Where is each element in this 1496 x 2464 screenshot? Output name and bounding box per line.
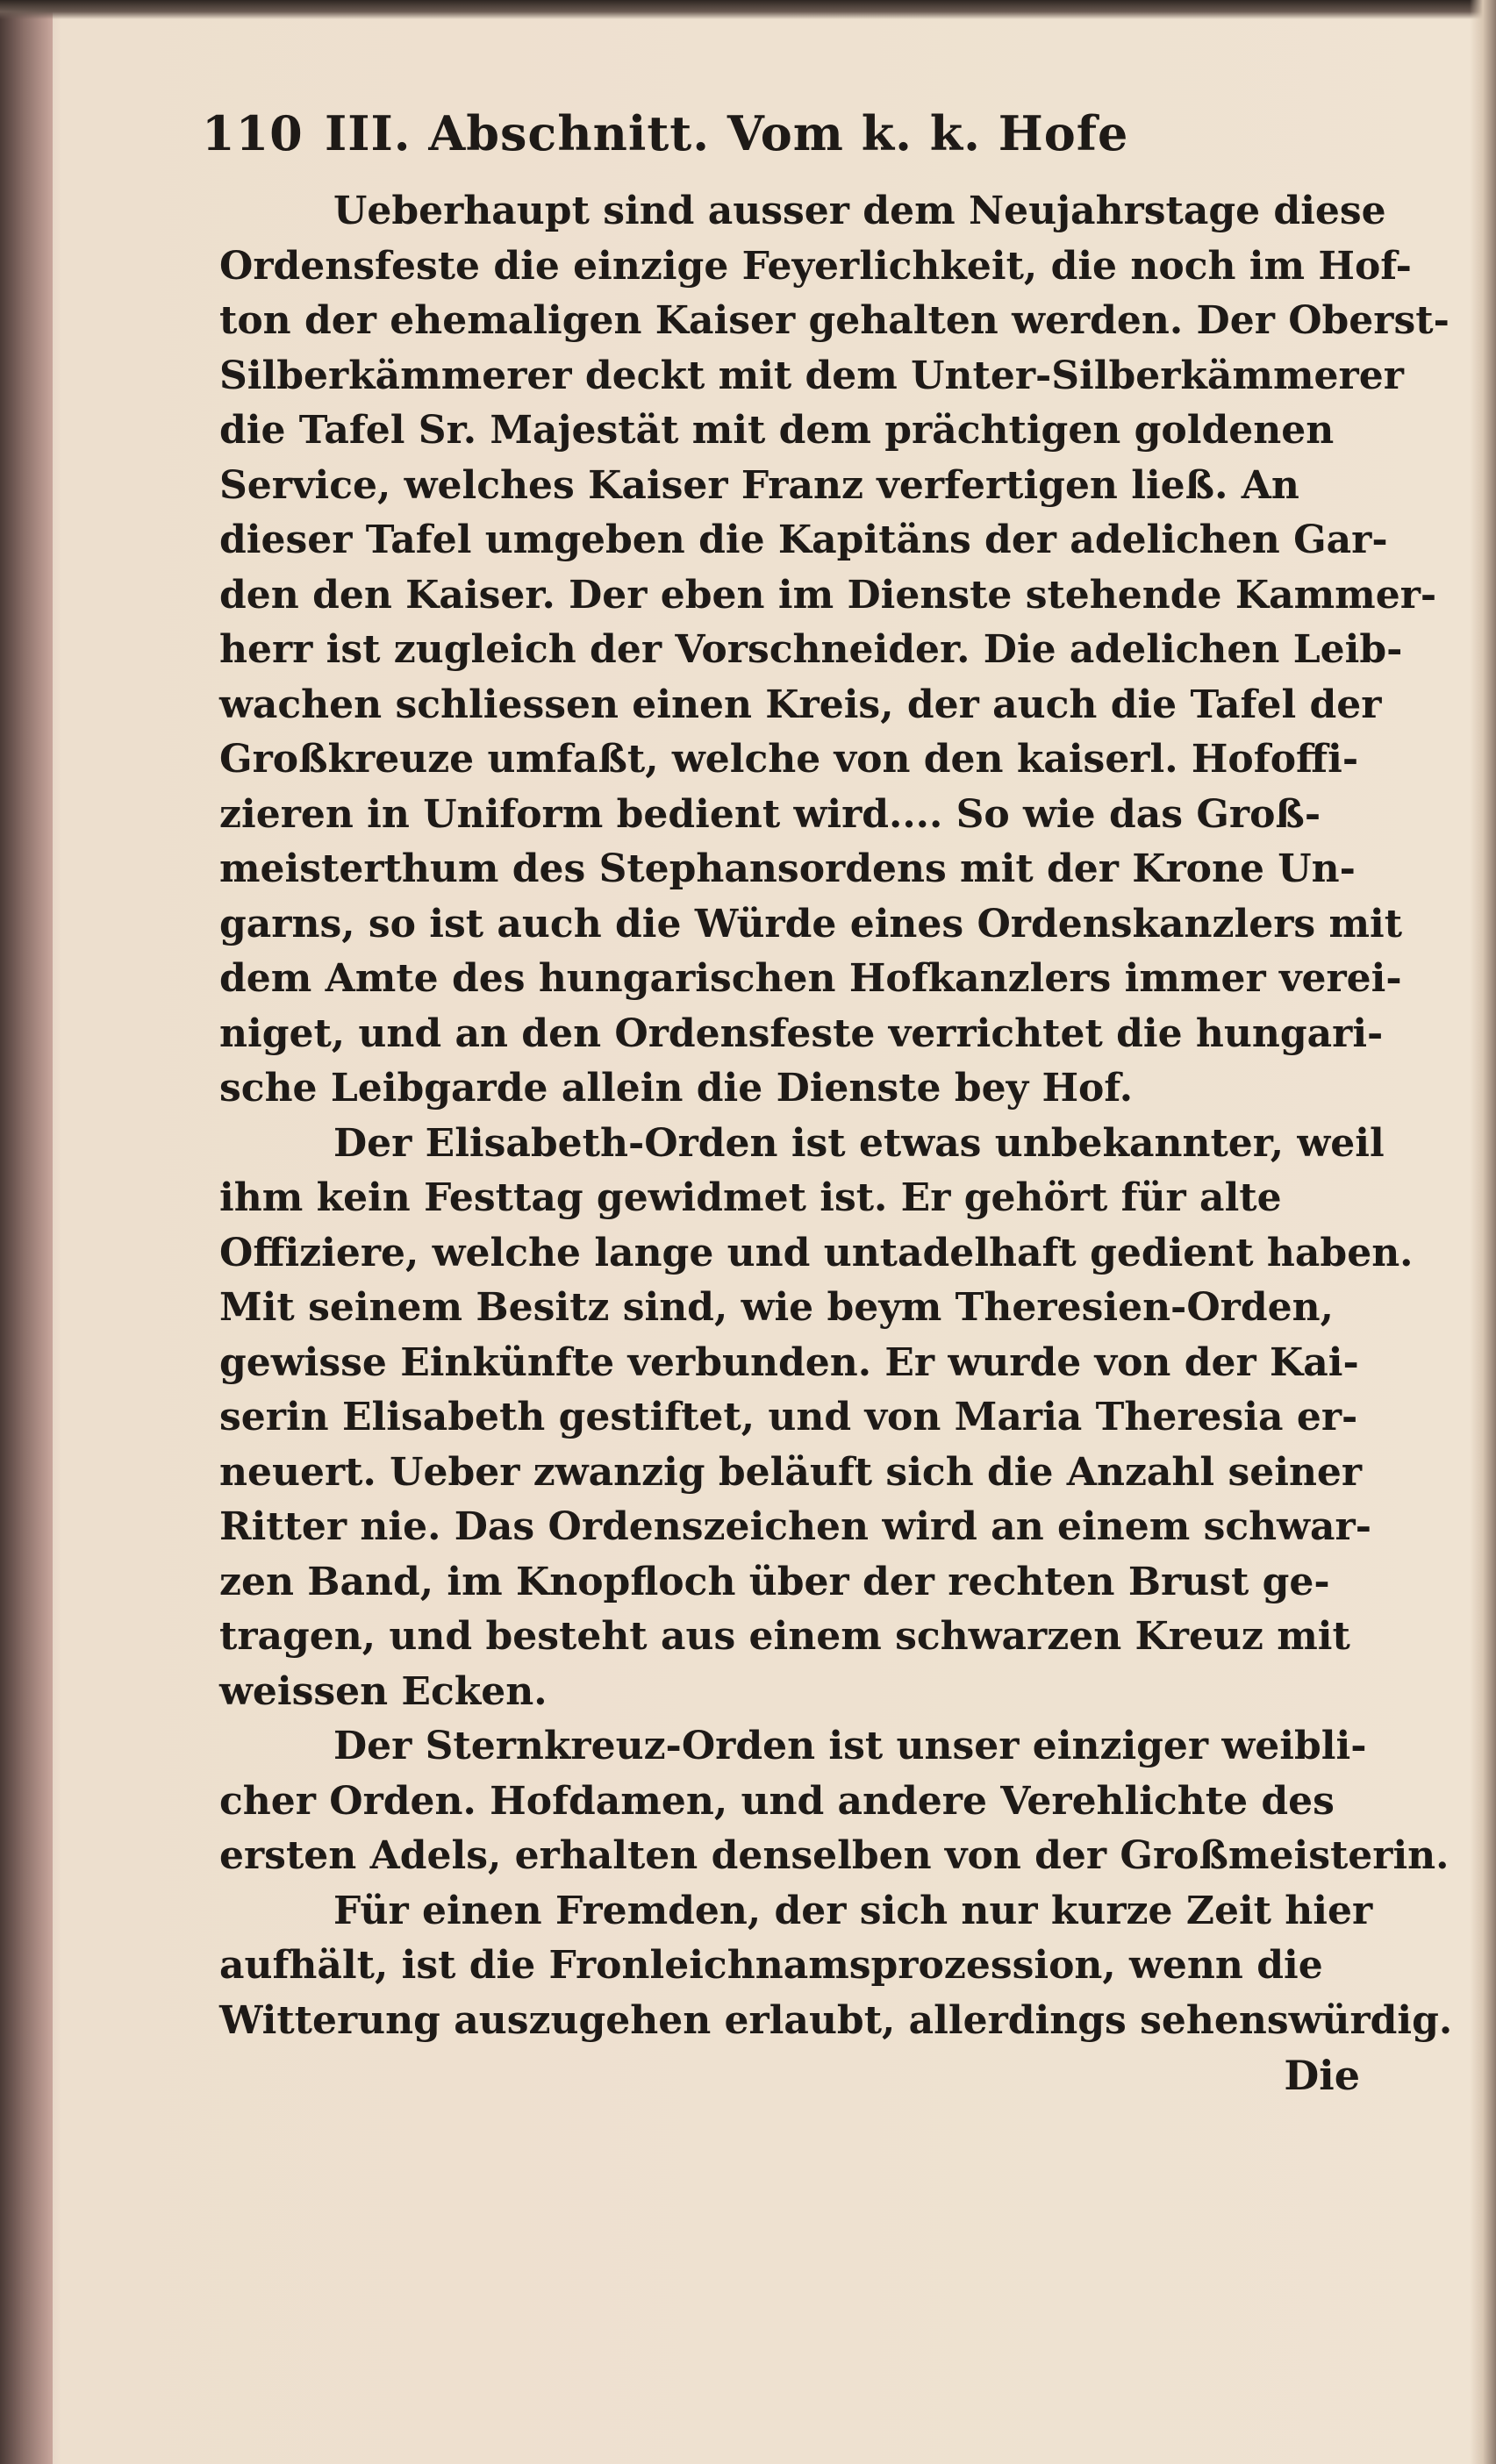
- text-line: ton der ehemaligen Kaiser gehalten werden. Der Oberst-: [219, 298, 1449, 343]
- text-line: Großkreuze umfaßt, welche von den kaiserl. Hofoffi-: [219, 737, 1359, 782]
- text-line: tragen, und besteht aus einem schwarzen Kreuz mit: [219, 1614, 1350, 1659]
- text-line: Service, welches Kaiser Franz verfertigen ließ. An: [219, 462, 1299, 508]
- text-line: neuert. Ueber zwanzig beläuft sich die Anzahl seiner: [219, 1449, 1363, 1495]
- text-line: Mit seinem Besitz sind, wie beym Theresien-Orden,: [219, 1285, 1334, 1330]
- paragraph: [219, 1719, 1449, 1884]
- text-line: Ritter nie. Das Ordenszeichen wird an einem schwar-: [219, 1504, 1371, 1549]
- text-line: zen Band, im Knopfloch über der rechten Brust ge-: [219, 1559, 1330, 1604]
- text-line: aufhält, ist die Fronleichnamsprozession, wenn die: [219, 1943, 1323, 1988]
- text-line: niget, und an den Ordensfeste verrichtet die hungari-: [219, 1011, 1384, 1056]
- text-line: Der Elisabeth-Orden ist etwas unbekannter, weil: [333, 1120, 1385, 1166]
- text-line: Witterung auszugehen erlaubt, allerdings sehenswürdig.: [219, 1997, 1453, 2043]
- text-line: gewisse Einkünfte verbunden. Er wurde von der Kai-: [219, 1339, 1359, 1385]
- text-line: Silberkämmerer deckt mit dem Unter-Silberkämmerer: [219, 353, 1404, 398]
- text-line: dem Amte des hungarischen Hofkanzlers immer verei-: [219, 956, 1402, 1001]
- text-line: Für einen Fremden, der sich nur kurze Zeit hier: [333, 1888, 1373, 1933]
- body-text: [219, 184, 1453, 2048]
- text-line: zieren in Uniform bedient wird.... So wie das Groß-: [219, 791, 1321, 837]
- text-line: Offiziere, welche lange und untadelhaft gedient haben.: [219, 1230, 1414, 1275]
- top-page-edge: [0, 0, 1496, 19]
- text-line: sche Leibgarde allein die Dienste bey Hof.: [219, 1066, 1134, 1111]
- right-page-edge: [1470, 0, 1496, 2464]
- text-line: den den Kaiser. Der eben im Dienste stehende Kammer-: [219, 572, 1437, 618]
- text-line: wachen schliessen einen Kreis, der auch die Tafel der: [219, 682, 1382, 727]
- page-number: 110: [202, 105, 304, 161]
- paragraph: [219, 1884, 1453, 2049]
- text-line: dieser Tafel umgeben die Kapitäns der adelichen Gar-: [219, 518, 1388, 562]
- text-line: serin Elisabeth gestiftet, und von Maria Theresia er-: [219, 1395, 1358, 1439]
- text-line: cher Orden. Hofdamen, und andere Verehlichte des: [219, 1778, 1335, 1824]
- running-header: [202, 105, 1360, 184]
- text-line: Ueberhaupt sind ausser dem Neujahrstage diese: [333, 189, 1386, 233]
- text-line: ersten Adels, erhalten denselben von der Großmeisterin.: [219, 1833, 1449, 1878]
- paragraph: [219, 184, 1449, 1117]
- catchword: Die: [1284, 2052, 1360, 2099]
- page-content: [202, 105, 1453, 2099]
- paragraph: [219, 1117, 1414, 1720]
- text-line: herr ist zugleich der Vorschneider. Die adelichen Leib-: [219, 627, 1403, 672]
- text-line: die Tafel Sr. Majestät mit dem prächtigen goldenen: [219, 408, 1335, 453]
- text-line: meisterthum des Stephansordens mit der Krone Un-: [219, 846, 1356, 891]
- text-line: Der Sternkreuz-Orden ist unser einziger weibli-: [333, 1724, 1367, 1768]
- text-line: weissen Ecken.: [219, 1668, 548, 1714]
- text-line: Ordensfeste die einzige Feyerlichkeit, die noch im Hof-: [219, 243, 1412, 289]
- text-line: ihm kein Festtag gewidmet ist. Er gehört für alte: [219, 1175, 1282, 1220]
- book-binding-edge: [0, 0, 53, 2464]
- running-title: III. Abschnitt. Vom k. k. Hofe: [325, 105, 1129, 161]
- text-line: garns, so ist auch die Würde eines Ordenskanzlers mit: [219, 901, 1403, 946]
